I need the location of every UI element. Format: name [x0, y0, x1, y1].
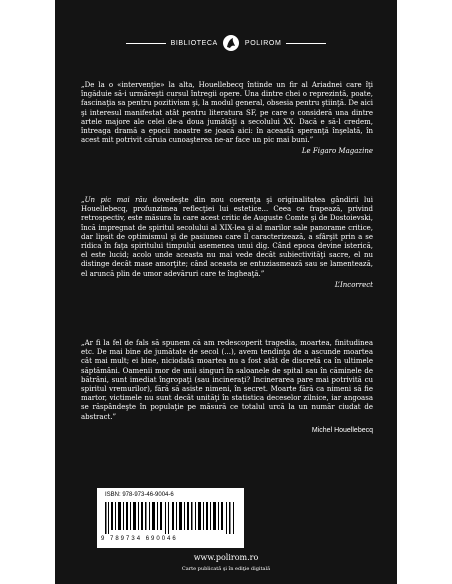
logo-rule-right [286, 43, 326, 44]
isbn-digits: 9 789734 690046 [101, 536, 178, 542]
quote-3-author: Michel Houellebecq [311, 426, 373, 434]
edition-note: Carte publicată şi în ediţie digitală [181, 566, 271, 572]
publisher-logo [55, 34, 397, 52]
quote-block-2 [81, 196, 373, 290]
quote-1-text: „De la o «intervenţie» la alta, Houellebecq întinde un fir al Ariadnei care îţi îngăduie să-i urmăreşti cursul întregii opere. Una dintre chei o reprezintă, poate, fascinaţia sa pentru pozitivism şi, la modul general, obsesia pentru ştiinţă. De aici şi interesul manifestat atât pentru literatura SF, pe care o consideră una dintre artele majore ale celei de-a doua jumătăţi a secolului XX. Dacă e să-l credem, întreaga dramă a epocii noastre se joacă aici: în această speranţă înşelată, în acest mit potrivit căruia cunoaşterea ne-ar face un pic mai buni.” [81, 81, 373, 145]
quote-2-open-mark: „ [81, 196, 85, 204]
book-back-cover [55, 0, 397, 584]
quote-2-source: L’Incorrect [334, 280, 373, 289]
quote-block-1 [81, 81, 373, 157]
quote-3-text: „Ar fi la fel de fals să spunem că am redescoperit tragedia, moartea, finitudinea etc. De mai bine de jumătate de secol (...), avem tendinţa de a ascunde moartea cât mai mult; ei bine, niciodată moartea nu a fost atât de discretă ca în ultimele săptămâni. Oamenii mor de unii singuri în saloanele de spital sau în căminele de bătrâni, sunt imediat îngropaţi (sau incineraţi? Incinerarea pare mai potrivită cu spiritul vremurilor), fără să asiste nimeni, în secret. Moarte fără ca nimeni să fie martor, victimele nu sunt decât unităţi în statistica deceselor zilnice, iar angoasa se răspândeşte în populaţie pe măsură ce totalul urcă la un număr ciudat de abstract.” [81, 339, 373, 421]
quote-2-text: dovedeşte din nou coerenţa şi originalitatea gândirii lui Houellebecq, profunzimea reflecţiei lui estetice... Ceea ce frapează, privind retrospectiv, este măsura în care acest critic de Auguste Comte şi de Dostoievski, încă impregnat de spiritul secolului al XIX-lea şi al marilor sale panorame critice, dar lipsit de optimismul şi de pasiunea care îl caracterizează, a sfârşit prin a se ridica în faţa spiritului timpului asemenea unui dig. Când epoca devine isterică, el este lucid; acolo unde aceasta nu mai vede decât subiectivităţi sacre, el nu distinge decât mase amorţite; când aceasta se entuziasmează sau se lamentează, el aruncă plin de umor adevăruri care te îngheaţă.” [81, 196, 373, 278]
quote-block-3 [81, 339, 373, 435]
barcode-icon [105, 502, 236, 534]
quote-2-book-title: Un pic mai rău [84, 196, 148, 204]
isbn-barcode-box [97, 488, 244, 548]
logo-rule-left [126, 43, 166, 44]
publisher-website: www.polirom.ro [193, 553, 259, 562]
polirom-mark-icon [222, 34, 240, 52]
logo-text-right: POLIROM [244, 39, 282, 47]
logo-text-left: BIBLIOTECA [170, 39, 218, 47]
quote-1-source: Le Figaro Magazine [301, 147, 373, 156]
isbn-label: ISBN: 978-973-46-9004-6 [105, 492, 174, 498]
quote-2-paragraph [81, 196, 373, 279]
